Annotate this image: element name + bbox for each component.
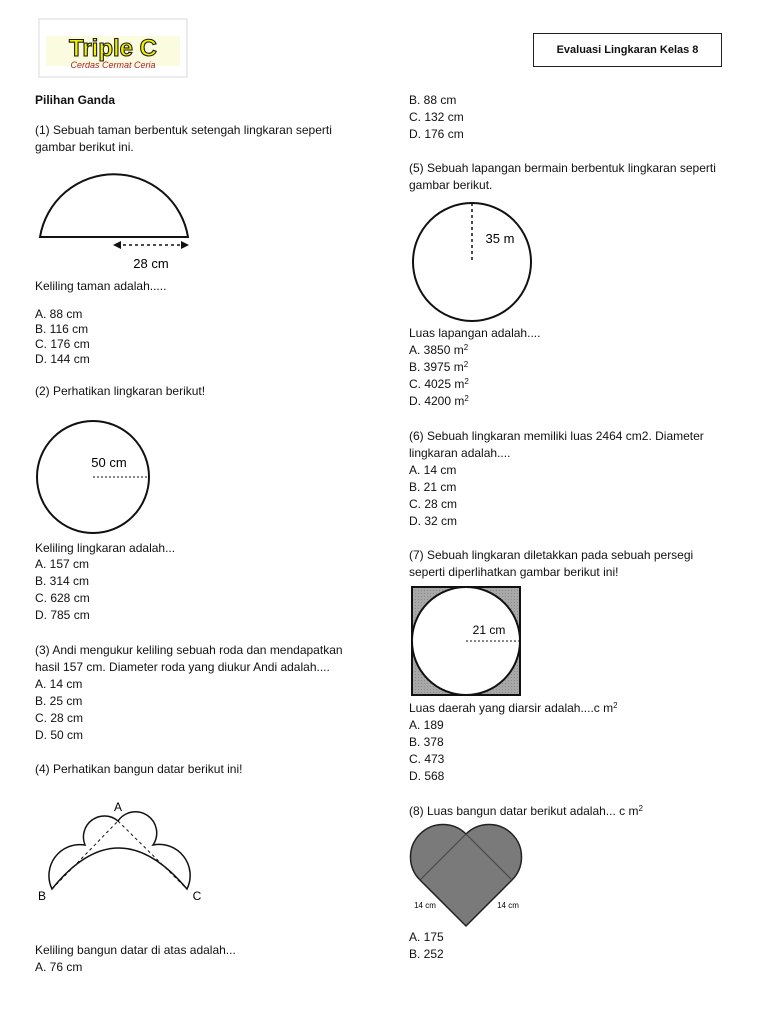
q1-line-2: gambar berikut ini. xyxy=(35,140,134,154)
q7-option-d: D. 568 xyxy=(409,769,445,783)
q2-option-c: C. 628 cm xyxy=(35,591,90,605)
q3-line-2: hasil 157 cm. Diameter roda yang diukur Andi adalah.... xyxy=(35,660,330,674)
logo-title: Triple C xyxy=(68,35,158,62)
q1-prompt: Keliling taman adalah..... xyxy=(35,279,167,293)
q4-option-d: D. 176 cm xyxy=(409,127,464,141)
q3-option-a: A. 14 cm xyxy=(35,677,83,691)
q1-figure-label: 28 cm xyxy=(133,256,169,271)
q5-line-1: (5) Sebuah lapangan bermain berbentuk lingkaran seperti xyxy=(409,161,716,175)
logo xyxy=(38,18,188,78)
q2-option-b: B. 314 cm xyxy=(35,574,90,588)
q5-option-b: B. 3975 $m^2$ xyxy=(409,360,469,374)
q2-circle-figure xyxy=(35,415,155,540)
q8-prompt: (8) Luas bangun datar berikut adalah... c $m^2$ xyxy=(409,804,643,818)
q4-scalloped-figure xyxy=(35,797,210,912)
q4-label-a: A xyxy=(113,800,123,814)
q7-figure-label: 21 cm xyxy=(472,623,506,637)
q5-line-2: gambar berikut. xyxy=(409,178,493,192)
q6-line-2: lingkaran adalah.... xyxy=(409,446,511,460)
q2-prompt: Keliling lingkaran adalah... xyxy=(35,541,176,555)
q1-line-1: (1) Sebuah taman berbentuk setengah lingkaran seperti xyxy=(35,123,332,137)
q6-option-b: B. 21 cm xyxy=(409,480,457,494)
q3-option-d: D. 50 cm xyxy=(35,728,84,742)
q7-square-circle-figure xyxy=(409,584,525,700)
logo-tagline: Cerdas Cermat Ceria xyxy=(70,60,156,70)
q2-figure-label: 50 cm xyxy=(91,455,127,470)
q5-prompt: Luas lapangan adalah.... xyxy=(409,326,541,340)
q4-prompt: Keliling bangun datar di atas adalah... xyxy=(35,943,236,957)
q3-option-b: B. 25 cm xyxy=(35,694,83,708)
q7-option-c: C. 473 xyxy=(409,752,445,766)
q7-line-1: (7) Sebuah lingkaran diletakkan pada sebuah persegi xyxy=(409,548,694,562)
q3-line-1: (3) Andi mengukur keliling sebuah roda dan mendapatkan xyxy=(35,643,343,657)
q1-semicircle-figure xyxy=(35,160,195,275)
q6-option-a: A. 14 cm xyxy=(409,463,457,477)
q5-option-c: C. 4025 $m^2$ xyxy=(409,377,469,391)
q8-option-a: A. 175 xyxy=(409,930,444,944)
q3-option-c: C. 28 cm xyxy=(35,711,84,725)
q4-label-b: B xyxy=(37,889,47,903)
q8-option-b: B. 252 xyxy=(409,947,444,961)
q5-option-d: D. 4200 $m^2$ xyxy=(409,394,469,408)
q7-line-2: seperti diperlihatkan gambar berikut ini! xyxy=(409,565,619,579)
q6-option-c: C. 28 cm xyxy=(409,497,458,511)
q4-label-c: C xyxy=(192,889,202,903)
q2-option-a: A. 157 cm xyxy=(35,557,90,571)
q4-option-b: B. 88 cm xyxy=(409,93,457,107)
header-title: Evaluasi Lingkaran Kelas 8 xyxy=(556,44,699,56)
q6-line-1: (6) Sebuah lingkaran memiliki luas 2464 cm2. Diameter xyxy=(409,429,704,443)
q1-option-c: C. 176 cm xyxy=(35,337,90,351)
q2-option-d: D. 785 cm xyxy=(35,608,90,622)
q8-label-right: 14 cm xyxy=(497,901,519,910)
q5-figure-label: 35 m xyxy=(485,231,515,246)
q7-prompt: Luas daerah yang diarsir adalah....c $m^2$ xyxy=(409,701,618,715)
q6-option-d: D. 32 cm xyxy=(409,514,458,528)
q1-option-d: D. 144 cm xyxy=(35,352,90,366)
q4-line-1: (4) Perhatikan bangun datar berikut ini! xyxy=(35,762,243,776)
header-box xyxy=(533,33,722,67)
q2-line-1: (2) Perhatikan lingkaran berikut! xyxy=(35,384,206,398)
q7-option-a: A. 189 xyxy=(409,718,444,732)
q1-option-a: A. 88 cm xyxy=(35,307,83,321)
q1-option-b: B. 116 cm xyxy=(35,322,89,336)
q4-option-c: C. 132 cm xyxy=(409,110,464,124)
section-title: Pilihan Ganda xyxy=(35,93,116,107)
q8-label-left: 14 cm xyxy=(414,901,436,910)
q8-heart-figure xyxy=(409,820,527,930)
q5-circle-figure xyxy=(409,198,539,326)
q7-option-b: B. 378 xyxy=(409,735,444,749)
q5-option-a: A. 3850 $m^2$ xyxy=(409,343,469,357)
q4-option-a: A. 76 cm xyxy=(35,960,83,974)
